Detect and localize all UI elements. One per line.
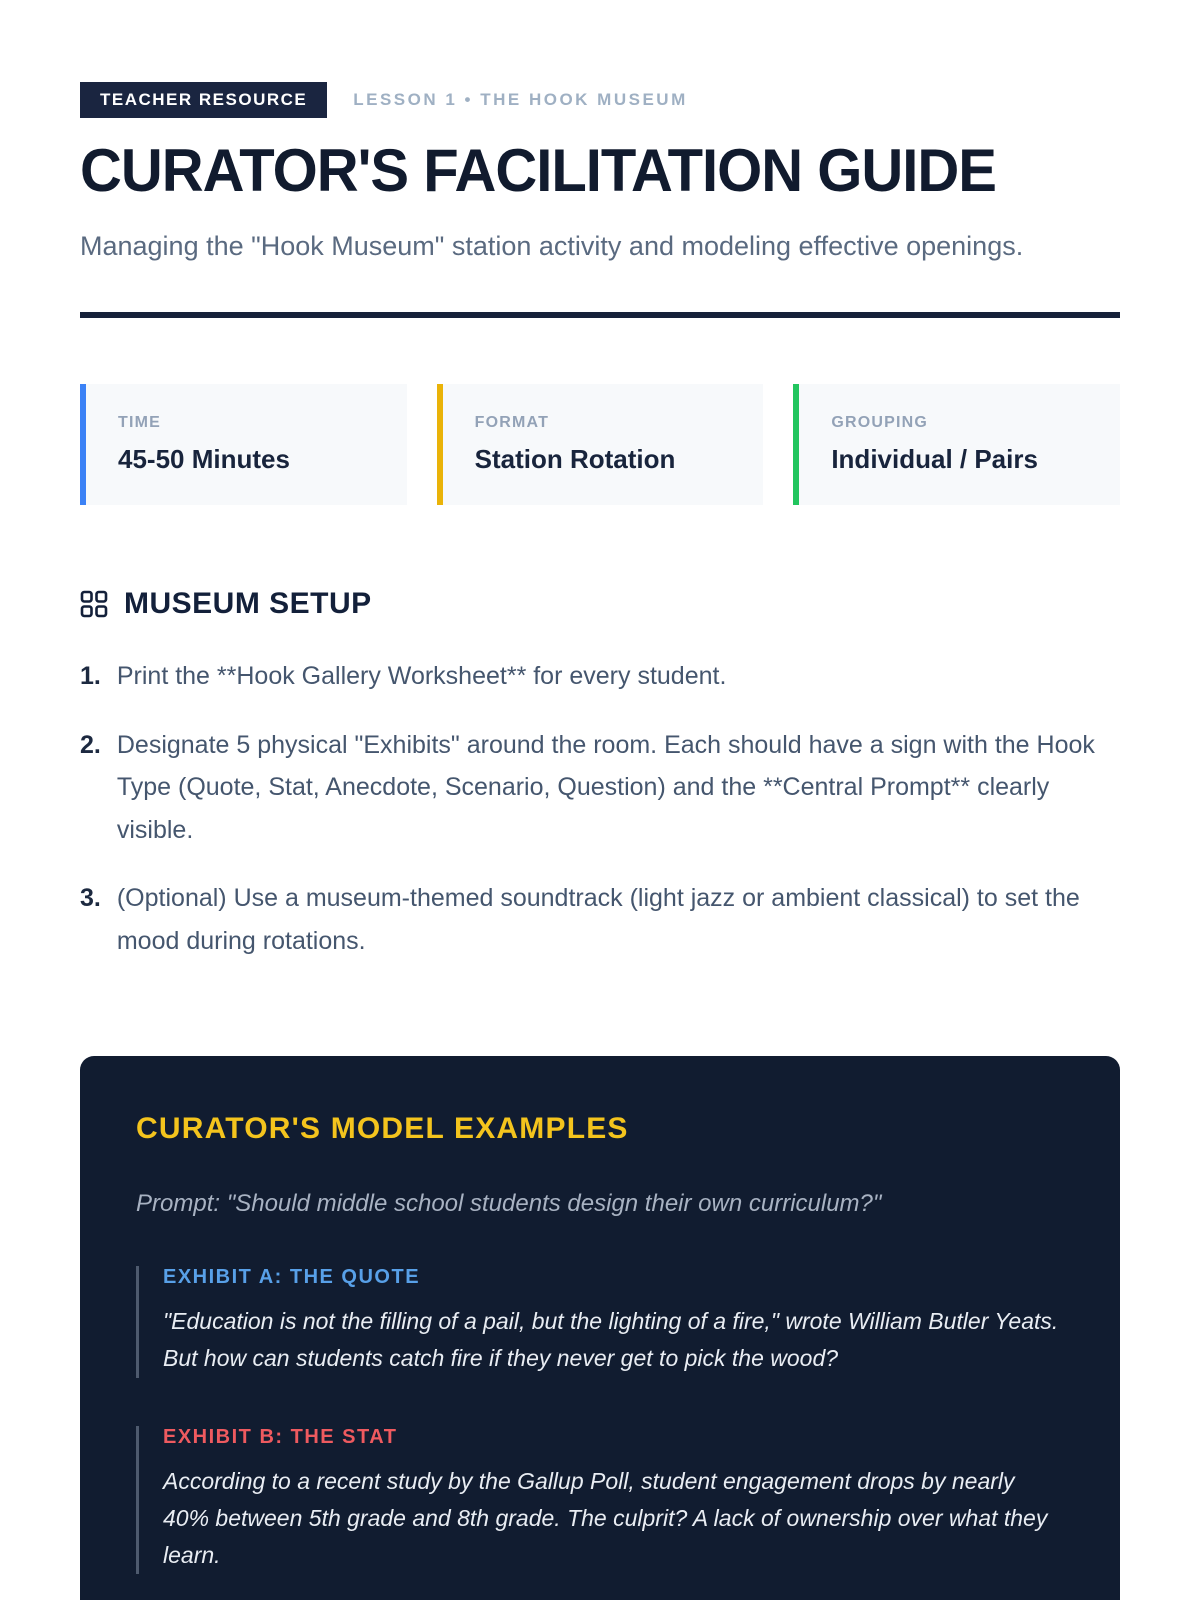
setup-steps-list [80,655,1120,962]
step-text: Designate 5 physical "Exhibits" around the room. Each should have a sign with the Hook Type (Quote, Stat, Anecdote, Scenario, Question) and the **Central Prompt** clearly visible. [116,730,1095,844]
info-card-label: GROUPING [831,414,929,432]
exhibit-b-label: EXHIBIT B: THE STAT [163,1425,398,1448]
prompt-text: Prompt: "Should middle school students design their own curriculum?" [136,1190,882,1218]
info-card-label: FORMAT [474,414,550,432]
info-card-value: 45-50 Minutes [118,444,290,475]
setup-step [80,655,1120,698]
info-card-grouping [793,384,1120,505]
step-number: 1. [80,662,101,691]
info-card-value: Station Rotation [474,444,676,475]
step-text: Print the **Hook Gallery Worksheet** for every student. [116,662,727,691]
museum-setup-heading-text: MUSEUM SETUP [124,587,372,621]
exhibit-a-label: EXHIBIT A: THE QUOTE [163,1266,421,1289]
info-card-format [437,384,764,505]
info-card-label: TIME [118,414,162,432]
step-number: 3. [80,884,101,913]
teacher-resource-badge: TEACHER RESOURCE [80,82,327,118]
setup-step [80,877,1120,962]
step-text: (Optional) Use a museum-themed soundtrack (light jazz or ambient classical) to set the mood during rotations. [116,884,1080,955]
setup-step [80,724,1120,852]
exhibit-b-text: According to a recent study by the Gallup Poll, student engagement drops by nearly 40% between 5th grade and 8th grade. The culprit? A lack of ownership over what they learn. [163,1467,1048,1569]
examples-card [80,1056,1120,1600]
lesson-label: LESSON 1 • THE HOOK MUSEUM [353,90,688,109]
museum-setup-heading [80,587,1120,621]
header-row [80,82,1120,118]
info-card-row [80,384,1120,505]
examples-heading: CURATOR'S MODEL EXAMPLES [136,1112,629,1146]
page-subtitle: Managing the "Hook Museum" station activity and modeling effective openings. [80,230,1024,261]
divider [80,312,1120,318]
exhibit-a-block [136,1266,1064,1378]
exhibit-a-text: "Education is not the filling of a pail, but the lighting of a fire," wrote William Butler Yeats. But how can students catch fire if they never get to pick the wood? [163,1308,1059,1372]
info-card-time [80,384,407,505]
grid-icon [80,590,108,618]
info-card-value: Individual / Pairs [831,444,1038,475]
exhibit-b-block [136,1426,1064,1575]
step-number: 2. [80,730,101,759]
page-title: CURATOR'S FACILITATION GUIDE [80,136,996,205]
